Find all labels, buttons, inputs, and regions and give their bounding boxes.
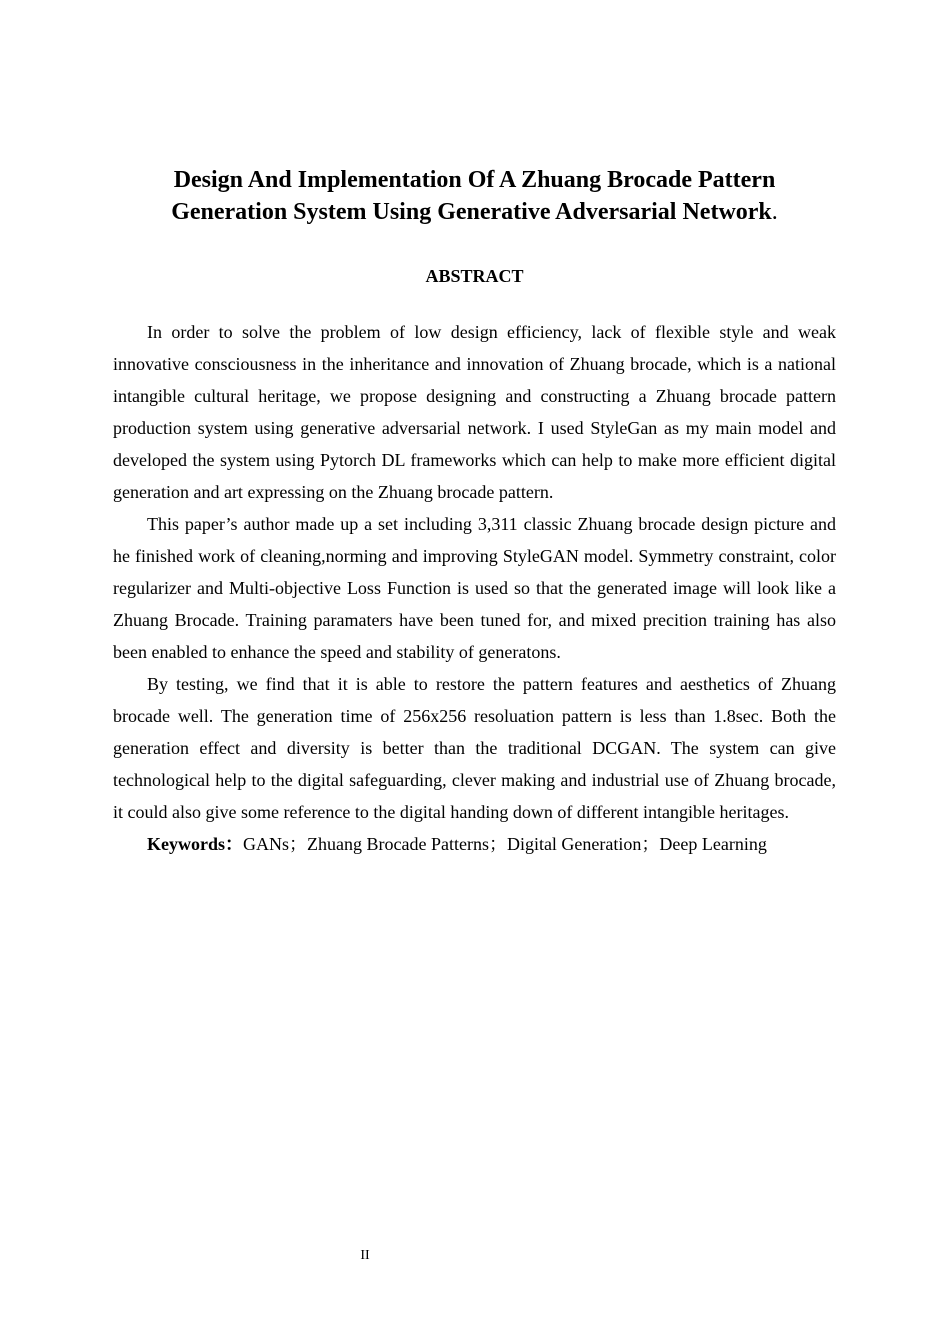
keywords-line [113,828,836,860]
abstract-paragraph-1: In order to solve the problem of low design efficiency, lack of flexible style and weak innovative consciousness in the inheritance and innovation of Zhuang brocade, which is a national intangible cultural heritage, we propose designing and constructing a Zhuang brocade pattern production system using generative adversarial network. I used StyleGan as my main model and developed the system using Pytorch DL frameworks which can help to make more efficient digital generation and art expressing on the Zhuang brocade pattern. [113,322,836,502]
abstract-paragraph-3: By testing, we find that it is able to restore the pattern features and aesthetics of Zhuang brocade well. The generation time of 256x256 resoluation pattern is less than 1.8sec. Both the generation effect and diversity is better than the traditional DCGAN. The system can give technological help to the digital safeguarding, clever making and industrial use of Zhuang brocade, it could also give some reference to the digital handing down of different intangible heritages. [113,674,836,822]
abstract-paragraph-2: This paper’s author made up a set including 3,311 classic Zhuang brocade design picture and he finished work of cleaning,norming and improving StyleGAN model. Symmetry constraint, color regularizer and Multi-objective Loss Function is used so that the generated image will look like a Zhuang Brocade. Training paramaters have been tuned for, and mixed precition training has also been enabled to enhance the speed and stability of generatons. [113,514,836,662]
keywords-list: GANs；Zhuang Brocade Patterns；Digital Generation；Deep Learning [243,834,767,854]
keywords-label: Keywords： [147,834,243,854]
paper-title-line-2: Generation System Using Generative Adversarial Network [171,199,772,225]
paper-title-period: . [771,199,778,225]
abstract-heading: ABSTRACT [425,266,524,286]
page-number: II [360,1248,370,1263]
abstract-body [113,316,836,860]
paper-title-line-1: Design And Implementation Of A Zhuang Brocade Pattern [173,167,776,193]
paper-title [113,164,836,228]
